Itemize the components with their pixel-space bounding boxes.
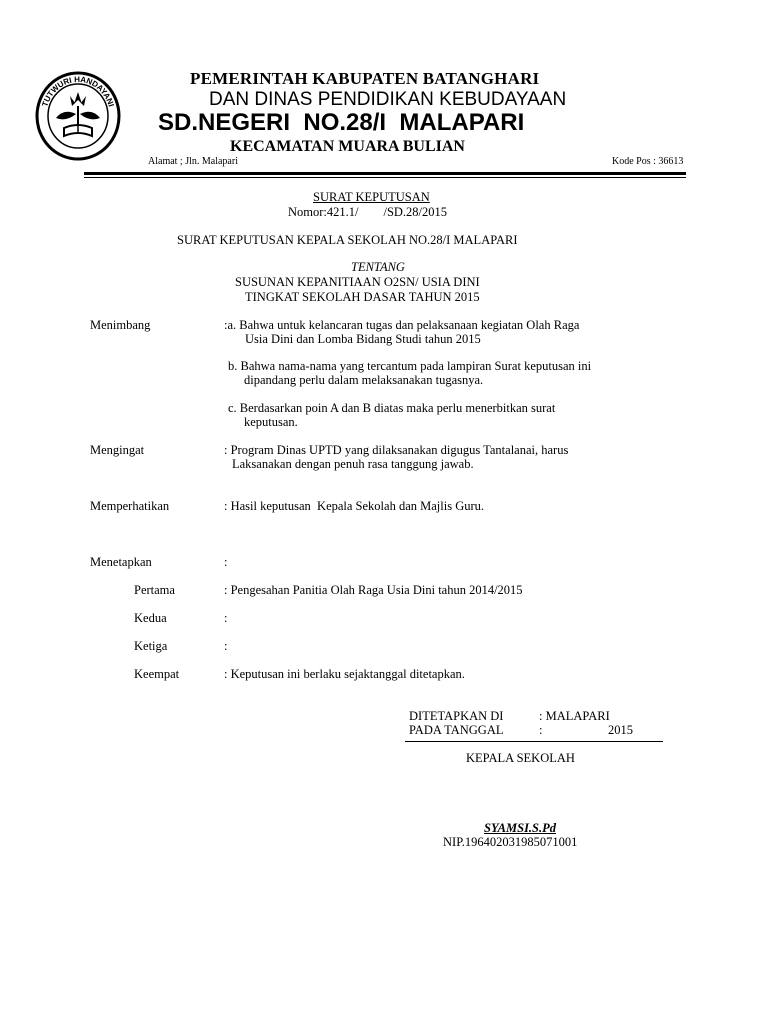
- header-school-name: SD.NEGERI NO.28/I MALAPARI: [158, 109, 525, 136]
- tentang-label: TENTANG: [351, 260, 405, 274]
- tanggal-label: PADA TANGGAL: [409, 723, 504, 737]
- document-number: Nomor:421.1/ /SD.28/2015: [288, 205, 448, 219]
- header-postal-code: Kode Pos : 36613: [612, 156, 684, 167]
- header-divider-thick: [84, 172, 686, 175]
- header-address: Alamat ; Jln. Malapari: [148, 156, 238, 167]
- about-line-1: SUSUNAN KEPANITIAAN O2SN/ USIA DINI: [235, 275, 480, 289]
- tanggal-value: 2015: [608, 723, 633, 737]
- header-government: PEMERINTAH KABUPATEN BATANGHARI: [190, 69, 540, 88]
- header-department: DAN DINAS PENDIDIKAN KEBUDAYAAN: [209, 89, 567, 110]
- menimbang-a-line-2: Usia Dini dan Lomba Bidang Studi tahun 2015: [245, 332, 481, 346]
- menetapkan-label: Menetapkan: [90, 555, 152, 569]
- mengingat-line-1: : Program Dinas UPTD yang dilaksanakan digugus Tantalanai, harus: [224, 443, 569, 457]
- menimbang-label: Menimbang: [90, 318, 151, 332]
- menimbang-c-line-1: c. Berdasarkan poin A dan B diatas maka perlu menerbitkan surat: [228, 401, 556, 415]
- signer-name: SYAMSI.S.Pd: [484, 821, 557, 835]
- ketiga-label: Ketiga: [134, 639, 168, 653]
- menimbang-c-line-2: keputusan.: [244, 415, 298, 429]
- pertama-label: Pertama: [134, 583, 175, 597]
- mengingat-line-2: Laksanakan dengan penuh rasa tanggung jawab.: [232, 457, 474, 471]
- signer-position: KEPALA SEKOLAH: [466, 751, 575, 765]
- pertama-text: : Pengesahan Panitia Olah Raga Usia Dini tahun 2014/2015: [224, 583, 523, 597]
- signature-divider: [405, 741, 663, 742]
- kedua-label: Kedua: [134, 611, 167, 625]
- header-district: KECAMATAN MUARA BULIAN: [230, 138, 465, 155]
- document-subject: SURAT KEPUTUSAN KEPALA SEKOLAH NO.28/I MALAPARI: [177, 233, 518, 247]
- menimbang-b-line-2: dipandang perlu dalam melaksanakan tugasnya.: [244, 373, 484, 387]
- keempat-text: : Keputusan ini berlaku sejaktanggal ditetapkan.: [224, 667, 465, 681]
- keempat-label: Keempat: [134, 667, 180, 681]
- menimbang-b-line-1: b. Bahwa nama-nama yang tercantum pada lampiran Surat keputusan ini: [228, 359, 592, 373]
- header-divider-thin: [84, 177, 686, 178]
- memperhatikan-text: : Hasil keputusan Kepala Sekolah dan Majlis Guru.: [224, 499, 485, 513]
- memperhatikan-label: Memperhatikan: [90, 499, 170, 513]
- menetapkan-colon: :: [224, 555, 228, 569]
- signer-nip: NIP.196402031985071001: [443, 835, 578, 849]
- logo-motto-text: TUTWURI HANDAYANI: [40, 74, 116, 108]
- ditetapkan-value: : MALAPARI: [539, 709, 610, 723]
- kedua-text: :: [224, 611, 228, 625]
- tanggal-colon: :: [539, 723, 543, 737]
- ketiga-text: :: [224, 639, 228, 653]
- menimbang-a-line-1: :a. Bahwa untuk kelancaran tugas dan pelaksanaan kegiatan Olah Raga: [224, 318, 580, 332]
- mengingat-label: Mengingat: [90, 443, 145, 457]
- about-line-2: TINGKAT SEKOLAH DASAR TAHUN 2015: [245, 290, 480, 304]
- ditetapkan-label: DITETAPKAN DI: [409, 709, 504, 723]
- document-title: SURAT KEPUTUSAN: [313, 190, 430, 204]
- tut-wuri-handayani-logo: [34, 70, 122, 162]
